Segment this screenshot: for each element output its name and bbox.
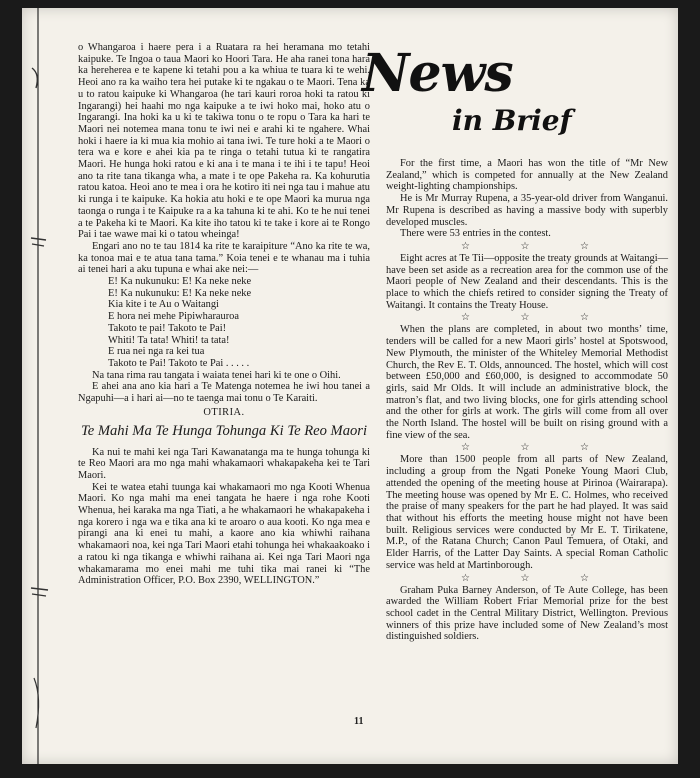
news-item-paragraph: There were 53 entries in the contest. bbox=[400, 228, 551, 240]
magazine-page bbox=[22, 8, 678, 764]
chant-line: E hora nei mehe Pipiwharauroa bbox=[108, 311, 239, 323]
news-item-paragraph: More than 1500 people from all parts of New Zealand, including a group from the Ngati Poneke Young Maori Club, attended the opening of the meeting house at Pirinoa (Wairarapa). The meeting house was opened by Mr E. C. Holmes, who received the praise of many speakers for the part he had played. It was said that without his efforts the meeting house might not have been built. Religious services were conducted by Mr E. T. Tirikatene, M.P., of the Ratana Church; Canon Paul Temuera, of Otaki, and Elder Harris, of the Latter Day Saints. A special Roman Catholic service was held at Martinborough. bbox=[386, 454, 668, 571]
paragraph: E ahei ana ano kia hari a Te Matenga notemea he iwi hou tanei a Ngapuhi—a i hari ai—no te taenga mai tonu o Te Karaiti. bbox=[78, 381, 370, 405]
masthead-title: News bbox=[362, 43, 513, 104]
binding-stitching bbox=[22, 8, 68, 764]
article-subheading: Te Mahi Ma Te Hunga Tohunga Ki Te Reo Maori bbox=[80, 422, 368, 439]
news-item-paragraph: He is Mr Murray Rupena, a 35-year-old driver from Wanganui. Mr Rupena is described as having a massive body with superbly developed muscles. bbox=[386, 193, 668, 228]
paragraph: Na tana rima rau tangata i waiata tenei hari ki te one o Oihi. bbox=[92, 369, 341, 381]
paragraph: Engari ano no te tau 1814 ka rite te karaipiture “Ano ka rite te wa, ka tonoa mai e te atua tana tama.” Koia tenei e te whanau ma i tuhia ai tenei hari a aku tupuna e whai ake nei:— bbox=[78, 240, 370, 276]
news-item-paragraph: Graham Puka Barney Anderson, of Te Aute College, has been awarded the William Robert Friar Memorial prize for the best school cadet in the Central Military District, Wellington. Previous winners of this prize have included some of New Zealand’s most distinguished soldiers. bbox=[386, 584, 668, 643]
chant-line: E! Ka nukunuku: E! Ka neke neke bbox=[108, 276, 252, 288]
chant-line: Kia kite i te Au o Waitangi bbox=[108, 299, 219, 311]
star-separator: ☆ ☆ ☆ bbox=[461, 312, 613, 324]
star-separator: ☆ ☆ ☆ bbox=[461, 240, 613, 252]
author-signature: OTIRIA. bbox=[203, 406, 245, 418]
paragraph: Kei te watea etahi tuunga kai whakamaori mo nga Kooti Whenua Maori. Ko nga mahi ma enei tangata he haere i nga rohe Kooti Whenua, hei karaka ma nga Tiati, a he whakamaori he whakapakeha i nga korero i nga wa e tika ana ki te aroaro o aua kooti. Ko nga mea e pirangi ana ki enei tu mahi, a kaore ano kia whiwhi raihana whakamaori noa, kei nga Tari Maori etahi tohunga hei whakaakoako i a ratou ki nga tikanga e whiwhi raihana ai. Kei nga Tari Maori nga whakamarama mo enei mahi me tuhi tika mai ranei ki “The Administration Officer, P.O. Box 2390, WELLINGTON.” bbox=[78, 481, 370, 587]
star-separator: ☆ ☆ ☆ bbox=[461, 442, 613, 454]
news-item-paragraph: Eight acres at Te Tii—opposite the treaty grounds at Waitangi—have been set aside as a recreation area for the common use of the Maori people of New Zealand and their descendants. This is the place to which the chiefs retired to consider signing the Treaty of Waitangi. It contains the Treaty House. bbox=[386, 252, 668, 311]
right-column bbox=[386, 158, 668, 643]
masthead-subtitle: in Brief bbox=[452, 104, 572, 137]
chant-line: Takoto te Pai! Takoto te Pai . . . . . bbox=[108, 357, 250, 369]
chant-line: E rua nei nga ra kei tua bbox=[108, 346, 205, 358]
chant-line: E! Ka nukunuku: E! Ka neke neke bbox=[108, 287, 252, 299]
page-number: 11 bbox=[354, 716, 364, 727]
star-separator: ☆ ☆ ☆ bbox=[461, 572, 613, 584]
news-item-paragraph: For the first time, a Maori has won the title of “Mr New Zealand,” which is competed for annually at the New Zealand weight-lighting championships. bbox=[386, 158, 668, 193]
news-item-paragraph: When the plans are completed, in about two months’ time, tenders will be called for a new Maori girls’ hostel at Spotswood, New Plymouth, the minister of the Whiteley Memorial Methodist Church, the Rev E. T. Olds, announced. The hostel, which will cost between £50,000 and £60,000, is designed to accommodate 50 girls, said Mr Olds. It will include an administrative block, the matron’s flat, and two living blocks, one for girls attending school and the other for girls at work. The girls will come from all over the North Island. The hostel will be built on rising ground with a fine view of the sea. bbox=[386, 324, 668, 441]
paragraph: o Whangaroa i haere pera i a Ruatara ra hei heramana mo tetahi kaipuke. Te Ingoa o taua Maori ko Hoori Tara. He aha ranei tona hara ka hereherea e te kapene ki tetahi pou a ka whiua te tuara ki te wehi. Heoi ano ra ka waiho tera hei putake ki te ngakau o te Maori. Tena ka u to ratou kaipuke ki Whangaroa (he tari kauri roroa hoki ta ratou ki Ingarangi) hei haahi mo nga kaipuke a te iwi hoko mai, hoko atu o Ingarangi. Ina hoki ka u ki te takiwa tonu o te ropu o Tara ka hari te Maori nei notemea mana tonu te iwi nei e arahi ki te ngahere. Whai hoki i haere ia ki mua kia mohio ai tana iwi. Te ture hoki a te Maori o tera wa e kore e ahei kia pa te ringa o tetahi tutua ki te rangatira Maori. He hunga hoki ratou e ki ana i te mana i te ihi i te tapu! Heoi ano ta rite tana tikanga wha, a mate i te ope Pakeha ra. Ka kohurutia ratou katoa. Heoi ano te mea i ora he kotiro iti nei nga tau i mahue atu ki runga i te kaipuke. Ka hokia atu hoki e te ope Maori ka murua nga taonga o runga i te Kaipuke ra a ka tahuna ki te ahi. Ko te he nui tenei a te Pakeha ki te Maori. Ka kite iho tatou ki te take i kore ai te Rongo Pai i tae wawe mai ki o tatou wheinga! bbox=[78, 42, 370, 241]
paragraph: Ka nui te mahi kei nga Tari Kawanatanga ma te hunga tohunga ki te Reo Maori ara mo nga mahi whakamaori whakapakeha kei te Tari Maori. bbox=[78, 446, 370, 481]
chant-verse bbox=[108, 276, 370, 370]
chant-line: Whiti! Ta tata! Whiti! ta tata! bbox=[108, 334, 230, 346]
left-column bbox=[78, 42, 370, 587]
chant-line: Takoto te pai! Takoto te Pai! bbox=[108, 322, 227, 334]
